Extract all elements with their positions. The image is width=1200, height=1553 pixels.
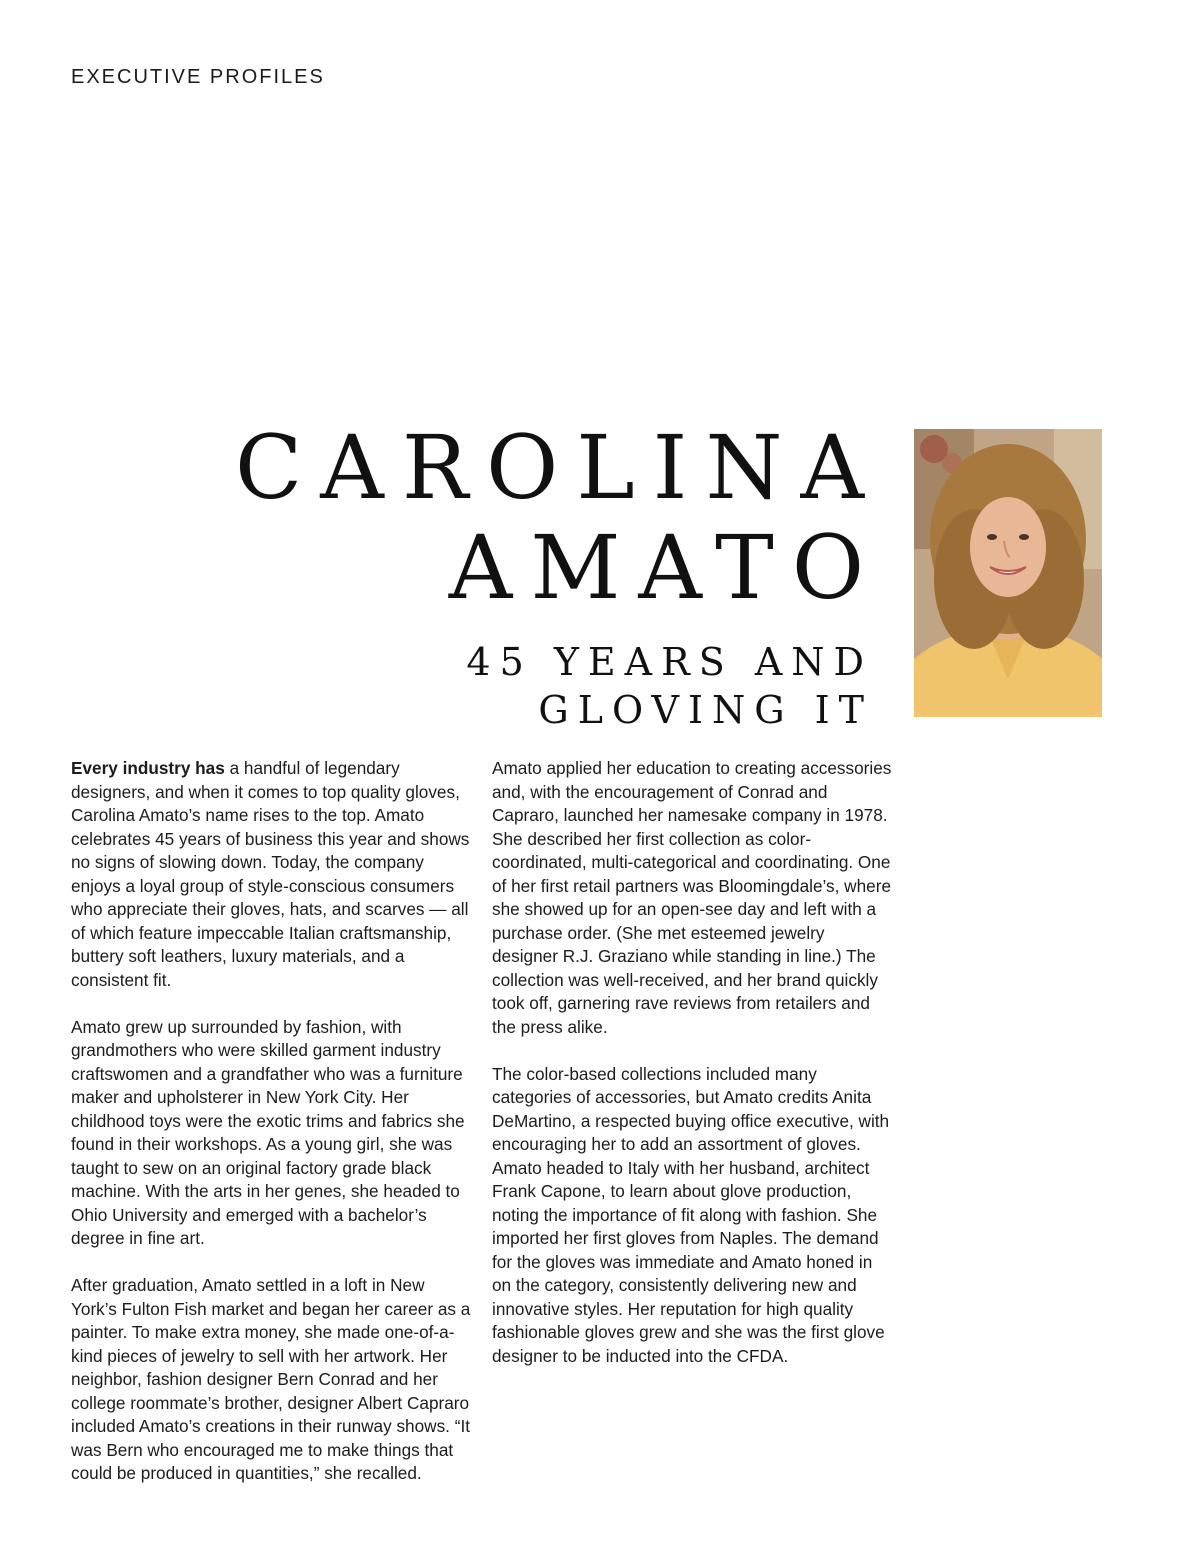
paragraph-2: Amato grew up surrounded by fashion, with grandmothers who were skilled garment industry craftswomen and a grandfather who was a furniture maker and upholsterer in New York City. Her childhood toys were the exotic trims and fabrics she found in their workshops. As a young girl, she was taught to sew on an original factory grade black machine. With the arts in her genes, she headed to Ohio University and emerged with a bachelor’s degree in fine art. xyxy=(71,1016,465,1248)
paragraph-1 xyxy=(71,757,471,992)
subtitle xyxy=(104,638,873,734)
paragraph-1-body: a handful of legendary designers, and when it comes to top quality gloves, Carolina Amato’s name rises to the top. Amato celebrates 45 years of business this year and shows no signs of slowing down. Today, the company enjoys a loyal group of style-conscious consumers who appreciate their gloves, hats, and scarves — all of which feature impeccable Italian craftsmanship, buttery soft leathers, luxury materials, and a consistent fit. xyxy=(71,758,470,990)
title-last-name: AMATO xyxy=(448,516,882,619)
portrait-photo xyxy=(914,429,1102,717)
subtitle-line-2: GLOVING IT xyxy=(538,688,873,732)
section-label: EXECUTIVE PROFILES xyxy=(71,66,325,88)
subtitle-line-1: 45 YEARS AND xyxy=(466,640,873,684)
paragraph-4: Amato applied her education to creating accessories and, with the encouragement of Conrad and Capraro, launched her namesake company in 1978. She described her first collection as color-coordinated, multi-categorical and coordinating. One of her first retail partners was Bloomingdale’s, where she showed up for an open-see day and left with a purchase order. (She met esteemed jewelry designer R.J. Graziano while standing in line.) The collection was well-received, and her brand quickly took off, garnering rave reviews from retailers and the press alike. xyxy=(492,758,892,1037)
paragraph-5: The color-based collections included many categories of accessories, but Amato credits Anita DeMartino, a respected buying office executive, with encouraging her to add an assortment of gloves. Amato headed to Italy with her husband, architect Frank Capone, to learn about glove production, noting the importance of fit along with fashion. She imported her first gloves from Naples. The demand for the gloves was immediate and Amato honed in on the category, consistently delivering new and innovative styles. Her reputation for high quality fashionable gloves grew and she was the first glove designer to be inducted into the CFDA. xyxy=(492,1063,890,1366)
article-column-left xyxy=(71,757,471,1509)
article-column-right xyxy=(492,757,892,1392)
paragraph-3: After graduation, Amato settled in a loft in New York’s Fulton Fish market and began her career as a painter. To make extra money, she made one-of-a-kind pieces of jewelry to sell with her artwork. Her neighbor, fashion designer Bern Conrad and her college roommate’s brother, designer Albert Capraro included Amato’s creations in their runway shows. “It was Bern who encouraged me to make things that could be produced in quantities,” she recalled. xyxy=(71,1275,471,1483)
title-first-name: CAROLINA xyxy=(234,416,882,519)
profile-title xyxy=(104,416,882,734)
lead-in: Every industry has xyxy=(71,758,225,778)
